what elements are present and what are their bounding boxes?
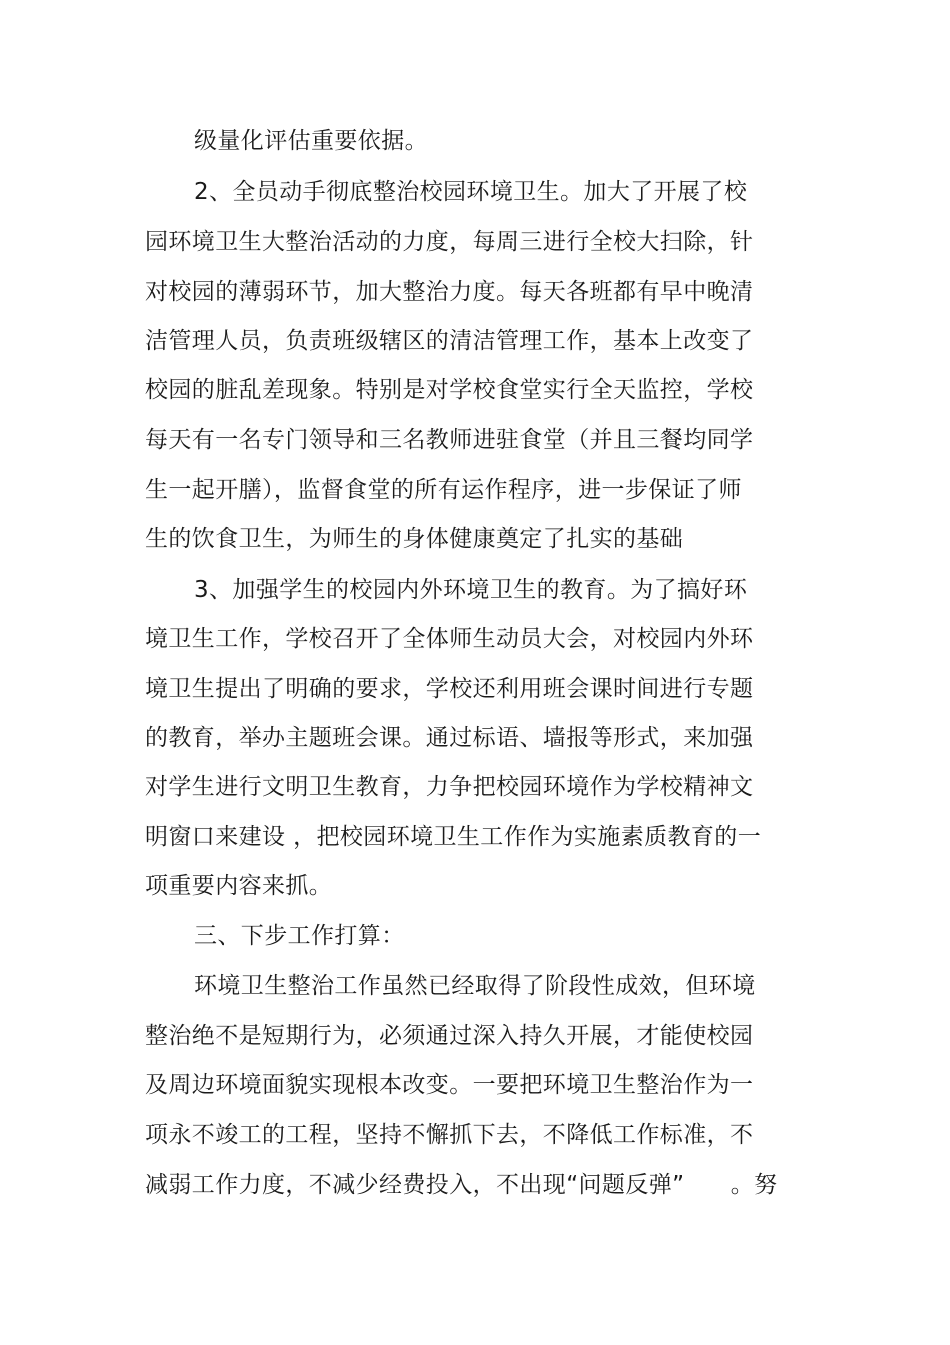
text-line: 境卫生提出了明确的要求，学校还利用班会课时间进行专题	[145, 676, 754, 702]
text-line: 2、全员动手彻底整治校园环境卫生。加大了开展了校	[194, 179, 748, 205]
text-line: 境卫生工作，学校召开了全体师生动员大会，对校园内外环	[145, 626, 754, 652]
text-line: 生的饮食卫生，为师生的身体健康奠定了扎实的基础	[145, 526, 684, 552]
text-line: 每天有一名专门领导和三名教师进驻食堂（并且三餐均同学	[145, 427, 754, 453]
text-line: 级量化评估重要依据。	[194, 128, 428, 154]
text-line: 减弱工作力度，不减少经费投入，不出现“问题反弹” 。努	[145, 1172, 778, 1198]
text-line: 项永不竣工的工程，坚持不懈抓下去，不降低工作标准，不	[145, 1122, 754, 1148]
text-line: 校园的脏乱差现象。特别是对学校食堂实行全天监控，学校	[145, 377, 754, 403]
text-line: 整治绝不是短期行为，必须通过深入持久开展，才能使校园	[145, 1023, 754, 1049]
text-line: 对学生进行文明卫生教育，力争把校园环境作为学校精神文	[145, 774, 754, 800]
text-line: 环境卫生整治工作虽然已经取得了阶段性成效，但环境	[194, 973, 756, 999]
text-line: 的教育，举办主题班会课。通过标语、墙报等形式，来加强	[145, 725, 754, 751]
text-line: 生一起开膳），监督食堂的所有运作程序，进一步保证了师	[145, 477, 742, 503]
text-line: 园环境卫生大整治活动的力度，每周三进行全校大扫除，针	[145, 229, 754, 255]
text-line: 项重要内容来抓。	[145, 873, 333, 899]
text-line: 3、加强学生的校园内外环境卫生的教育。为了搞好环	[194, 577, 748, 603]
text-line: 及周边环境面貌实现根本改变。一要把环境卫生整治作为一	[145, 1072, 754, 1098]
text-line: 明窗口来建设 ，把校园环境卫生工作作为实施素质教育的一	[145, 824, 762, 850]
section-heading: 三、下步工作打算：	[194, 923, 405, 949]
text-line: 对校园的薄弱环节，加大整治力度。每天各班都有早中晚清	[145, 279, 754, 305]
text-line: 洁管理人员，负责班级辖区的清洁管理工作，基本上改变了	[145, 328, 754, 354]
